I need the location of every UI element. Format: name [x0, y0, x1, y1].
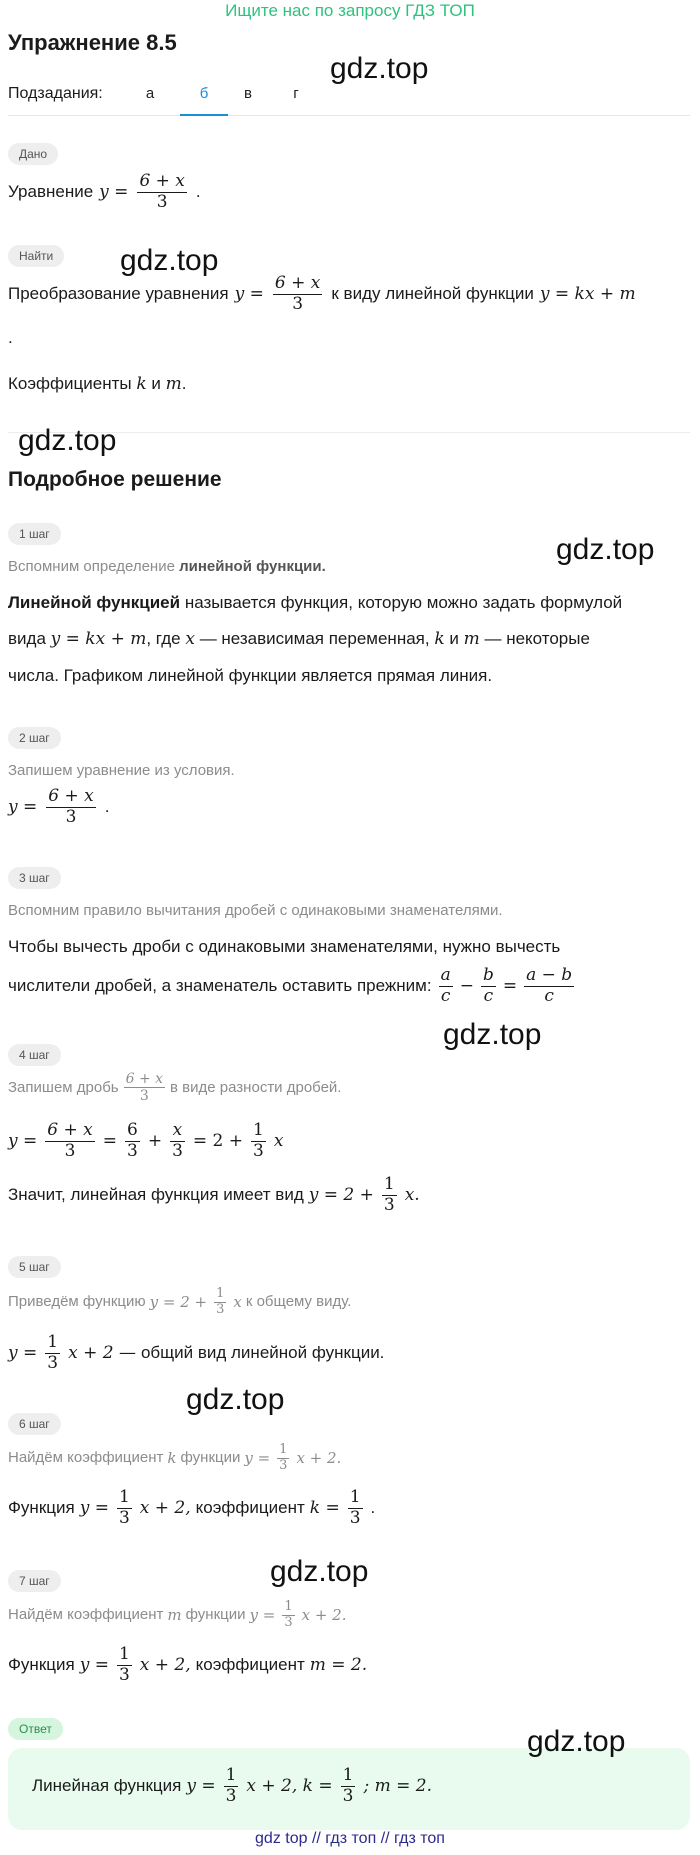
step-7-result: Функция y = $\frac{1}{3}$ x + 2, коэффициент m = 2.	[8, 1644, 368, 1685]
step-7-badge: 7 шаг	[8, 1570, 61, 1592]
step-1-badge: 1 шаг	[8, 523, 61, 545]
find-line: Преобразование уравнения y = $\frac{6 + x}{3}$ к виду линейной функции y = kx + m	[8, 273, 636, 314]
step-7-hint: Найдём коэффициент m функции y = $\frac{1}{3}$ x + 2.	[8, 1599, 347, 1630]
step-5-badge: 5 шаг	[8, 1256, 61, 1278]
step-2-badge: 2 шаг	[8, 727, 61, 749]
answer-badge: Ответ	[8, 1718, 63, 1740]
watermark: gdz.top	[330, 52, 429, 85]
solution-title: Подробное решение	[8, 468, 222, 491]
step-5-result: y = $\frac{1}{3}$ x + 2 — общий вид линейной функции.	[8, 1332, 385, 1373]
step-4-hint: Запишем дробь $\frac{6 + x}{3}$ в виде разности дробей.	[8, 1071, 342, 1105]
tab-a[interactable]: а	[145, 85, 155, 102]
answer-text: Линейная функция y = $\frac{1}{3}$ x + 2, k = $\frac{1}{3}$ ; m = 2.	[32, 1765, 432, 1806]
step-1-definition-line2: вида y = kx + m, где x — независимая переменная, k и m — некоторые	[8, 629, 590, 649]
tabs-divider	[8, 115, 690, 116]
step-1-hint: Вспомним определение линейной функции.	[8, 558, 326, 575]
watermark: gdz.top	[120, 244, 219, 277]
step-2-equation: y = $\frac{6 + x}{3}$ .	[8, 786, 110, 827]
watermark: gdz.top	[443, 1018, 542, 1051]
step-2-hint: Запишем уравнение из условия.	[8, 762, 235, 779]
tab-v[interactable]: в	[244, 85, 252, 102]
watermark: gdz.top	[527, 1725, 626, 1758]
find-dot: .	[8, 328, 13, 347]
tab-g[interactable]: г	[293, 85, 299, 102]
step-3-badge: 3 шаг	[8, 867, 61, 889]
watermark: gdz.top	[186, 1383, 285, 1416]
watermark: gdz.top	[18, 424, 117, 457]
step-6-badge: 6 шаг	[8, 1413, 61, 1435]
given-fraction: $\frac{6 + x}{3}$	[139, 171, 185, 212]
find-badge: Найти	[8, 245, 64, 267]
watermark: gdz.top	[270, 1555, 369, 1588]
given-badge: Дано	[8, 143, 58, 165]
tab-b[interactable]: б	[199, 85, 209, 102]
page-title: Упражнение 8.5	[8, 30, 177, 55]
step-5-hint: Приведём функцию y = 2 + $\frac{1}{3}$ x к общему виду.	[8, 1286, 352, 1317]
given-label: Уравнение	[8, 182, 94, 202]
find-coefficients: Коэффициенты k и m.	[8, 374, 187, 394]
given-equation: Уравнение y = $\frac{6 + x}{3}$ .	[8, 171, 201, 212]
step-1-definition-line3: числа. Графиком линейной функции является прямая линия.	[8, 666, 493, 685]
step-3-hint: Вспомним правило вычитания дробей с одинаковыми знаменателями.	[8, 902, 503, 919]
step-4-conclusion: Значит, линейная функция имеет вид y = 2 + $\frac{1}{3}$ x.	[8, 1174, 420, 1215]
step-3-rule-line2: числители дробей, а знаменатель оставить прежним: $\frac{a}{c}$ − $\frac{b}{c}$ = $\frac{a - b}{c}$	[8, 965, 573, 1006]
step-3-rule-line1: Чтобы вычесть дроби с одинаковыми знаменателями, нужно вычесть	[8, 937, 561, 956]
step-6-hint: Найдём коэффициент k функции y = $\frac{1}{3}$ x + 2.	[8, 1442, 342, 1473]
step-1-definition-line1: Линейной функцией называется функция, которую можно задать формулой	[8, 593, 623, 612]
promo-banner[interactable]: Ищите нас по запросу ГДЗ ТОП	[225, 1, 475, 20]
active-tab-indicator	[180, 114, 228, 116]
watermark: gdz.top	[556, 533, 655, 566]
subtasks-label: Подзадания:	[8, 85, 103, 102]
footer-links[interactable]: gdz top // гдз топ // гдз топ	[255, 1830, 445, 1847]
step-4-chain: y = $\frac{6 + x}{3}$ = $\frac{6}{3}$ + $\frac{x}{3}$ = 2 + $\frac{1}{3}$ x	[8, 1120, 284, 1161]
step-4-badge: 4 шаг	[8, 1044, 61, 1066]
step-6-result: Функция y = $\frac{1}{3}$ x + 2, коэффициент k = $\frac{1}{3}$ .	[8, 1487, 376, 1528]
